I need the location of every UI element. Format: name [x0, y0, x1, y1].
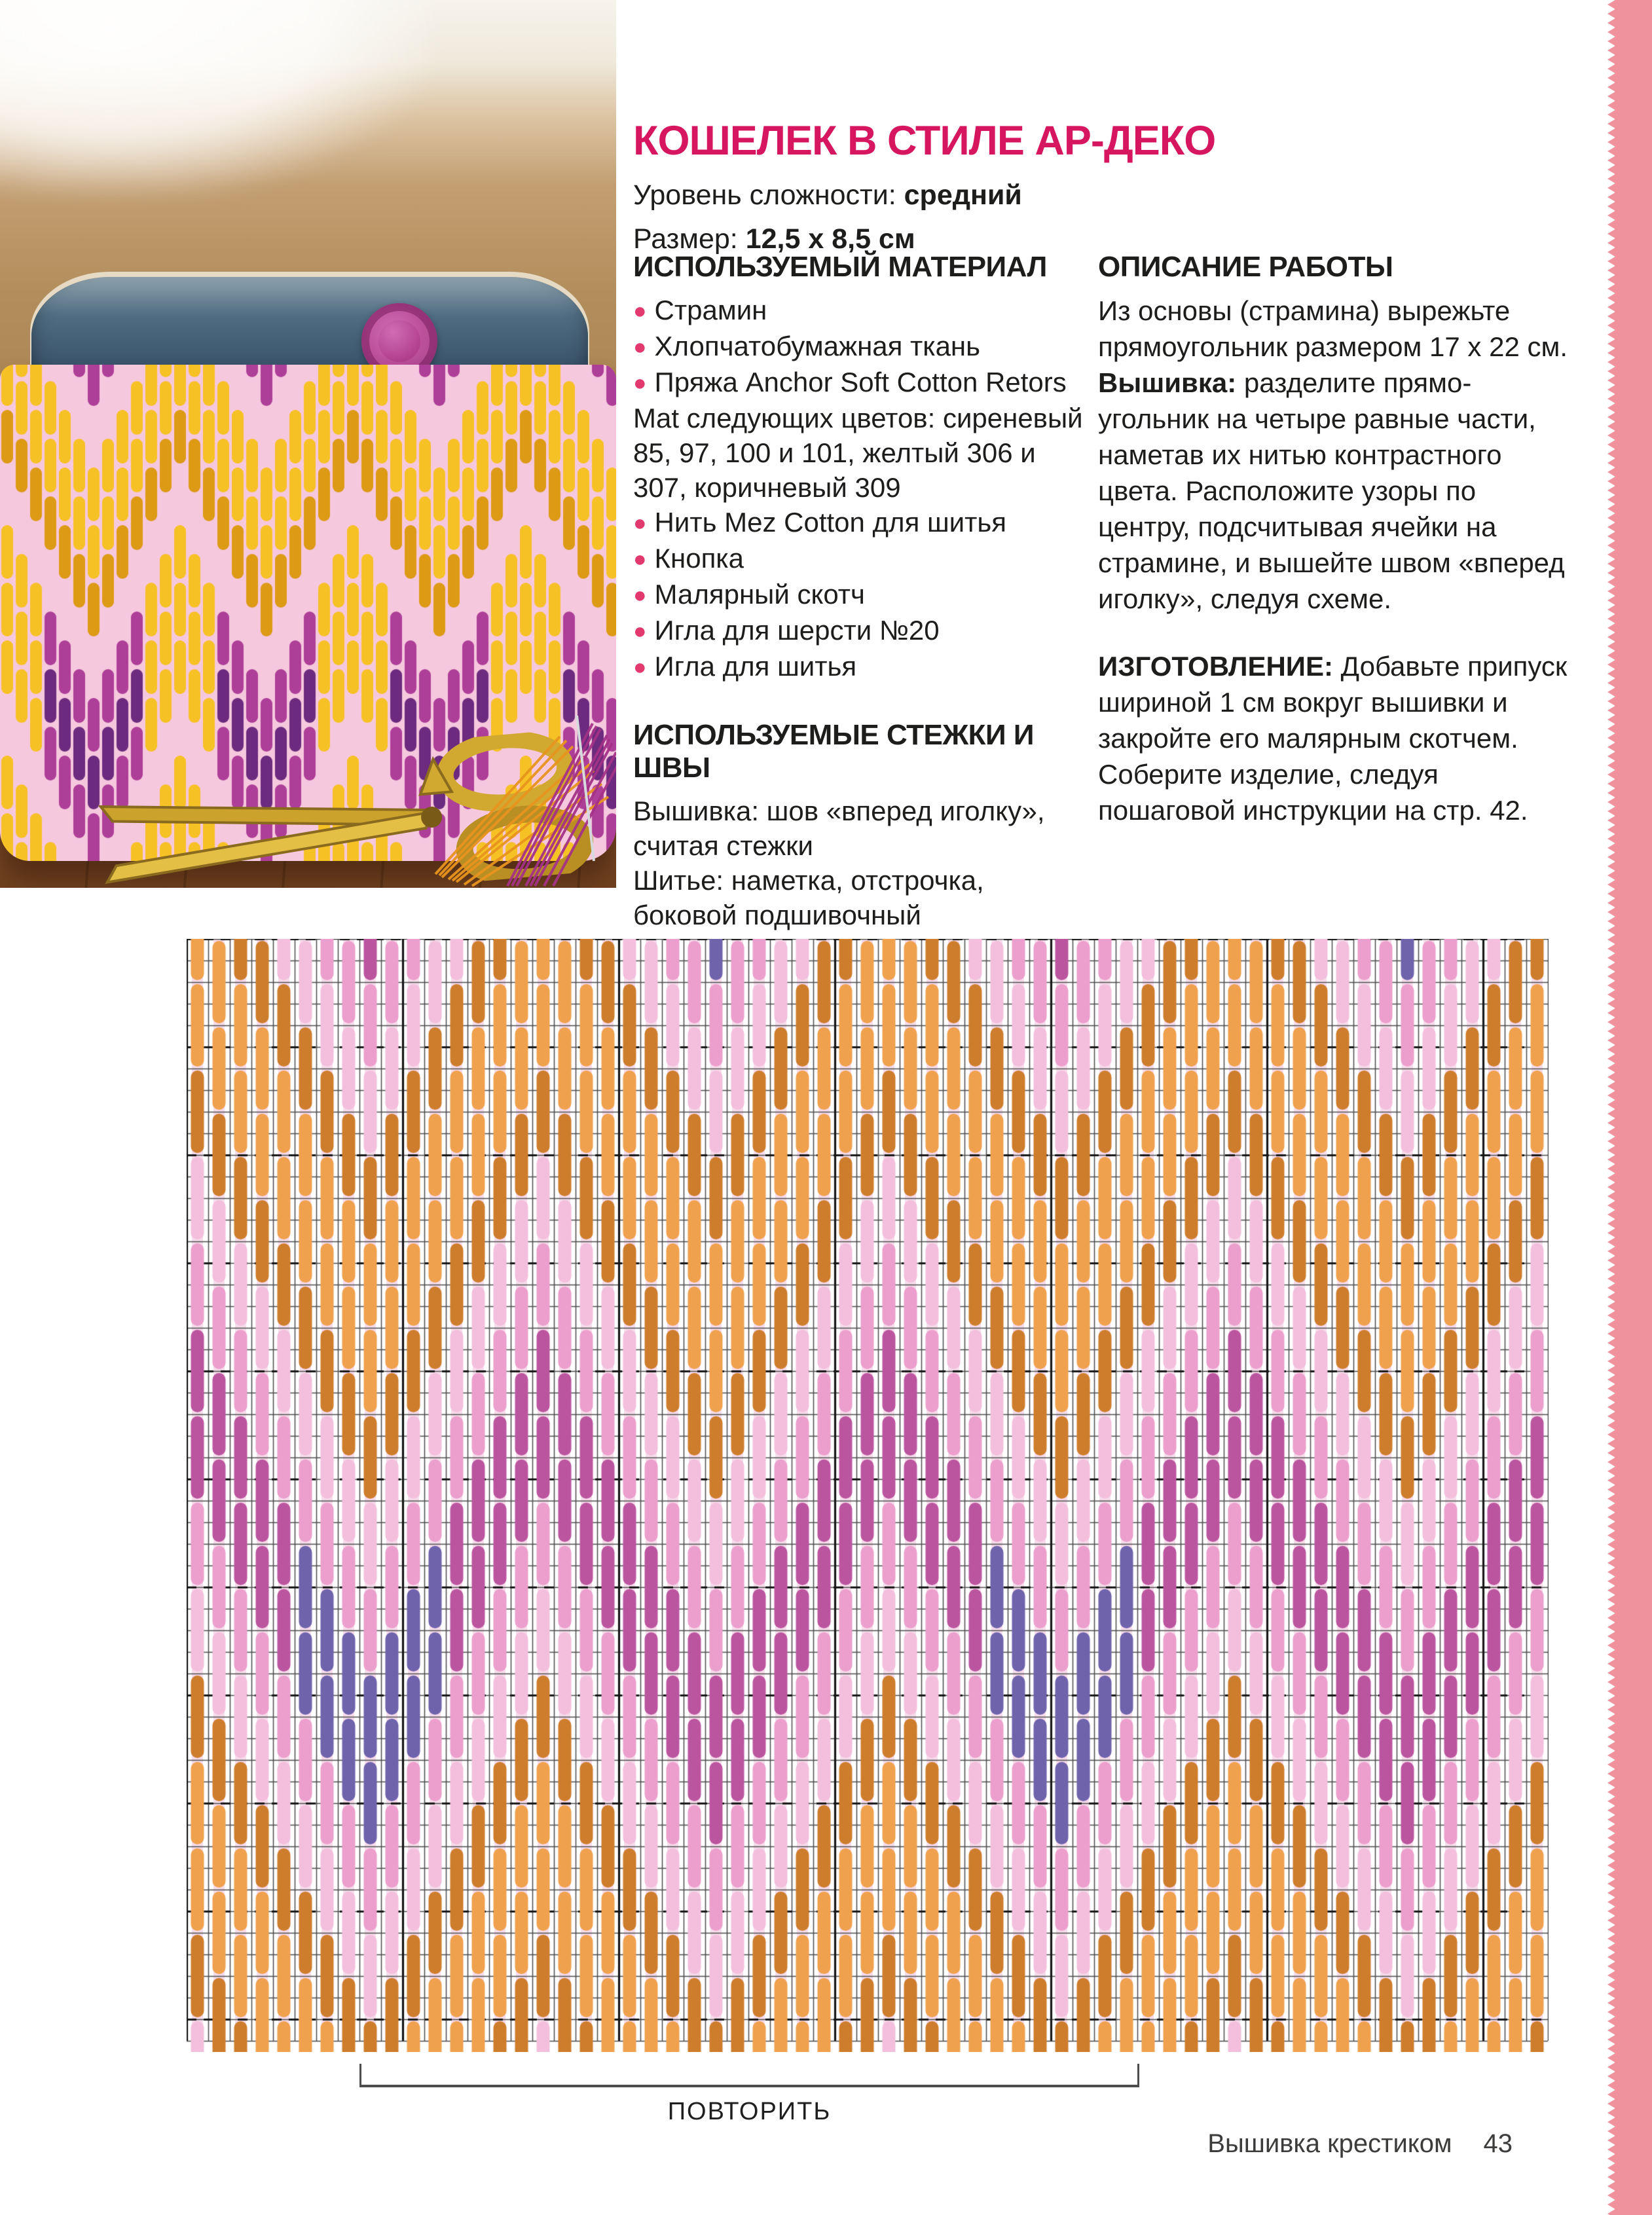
list-item-label: Игла для шерсти №20 [654, 615, 940, 646]
list-item-label: Кнопка [654, 543, 744, 574]
assembly-paragraph [1098, 648, 1568, 828]
footer-magazine: Вышивка крестиком [1207, 2129, 1452, 2158]
description-paragraph [1098, 293, 1568, 617]
paragraph-gap [1098, 617, 1568, 648]
page-title: КОШЕЛЕК В СТИЛЕ АР-ДЕКО [633, 118, 1216, 164]
page-footer [1207, 2129, 1513, 2159]
size-label: Размер: [633, 223, 738, 255]
list-item [633, 649, 1088, 685]
assembly-label: ИЗГОТОВЛЕНИЕ: [1098, 651, 1333, 682]
materials-list [633, 293, 1088, 685]
project-photo [0, 0, 616, 888]
description-heading: ОПИСАНИЕ РАБОТЫ [1098, 251, 1393, 283]
deckle-edge [1606, 0, 1615, 2215]
bargello-stitch-chart [187, 939, 1549, 2052]
footer-page-number: 43 [1483, 2129, 1513, 2158]
bullet-icon: ● [633, 335, 647, 359]
bullet-icon: ● [633, 511, 647, 536]
list-item [633, 577, 1088, 613]
list-item [633, 329, 1088, 365]
repeat-bracket [359, 2064, 1139, 2087]
description-intro: Из основы (страмина) вырежьте прямоугольник размером 17 х 22 см. [1098, 295, 1568, 362]
thread-bundle [429, 710, 616, 888]
header [633, 118, 1216, 257]
list-item [633, 505, 1088, 541]
bullet-icon: ● [633, 371, 647, 395]
bullet-icon: ● [633, 583, 647, 608]
stitches-line-embroidery: Вышивка: шов «вперед иголку», считая стежки [633, 796, 1045, 861]
difficulty-label: Уровень сложности: [633, 179, 896, 211]
list-item-label: Игла для шитья [654, 651, 857, 682]
difficulty-value: средний [904, 179, 1022, 211]
size-value: 12,5 x 8,5 см [745, 223, 915, 255]
bullet-icon: ● [633, 547, 647, 572]
bullet-icon: ● [633, 299, 647, 323]
list-item-label: Малярный скотч [654, 579, 865, 610]
difficulty-line [633, 178, 1105, 213]
embroidery-text: разделите прямоугольник на четыре равные части, наметав их нитью контрастного цвета. Расположите узоры по центру, подсчитывая ячейки на страмине, и вышейте швом «вперед иголку», следуя схеме. [1098, 367, 1565, 614]
list-item-label: Страмин [654, 295, 767, 325]
list-item [633, 613, 1088, 649]
list-item [633, 541, 1088, 577]
stitches-line-sewing: Шитье: наметка, отстрочка, боковой подшивочный [633, 865, 984, 930]
list-item [633, 365, 1088, 505]
page-edge-stripe [1606, 0, 1652, 2215]
materials-column [633, 251, 1088, 932]
materials-heading: ИСПОЛЬЗУЕМЫЙ МАТЕРИАЛ [633, 251, 1047, 283]
repeat-label: ПОВТОРИТЬ [667, 2098, 832, 2125]
list-item-label: Хлопчатобумажная ткань [654, 331, 981, 361]
list-item-label: Пряжа Anchor Soft Cotton Retors Mat следующих цветов: сиреневый 85, 97, 100 и 101, желтый 306 и 307, коричневый 309 [633, 367, 1083, 503]
list-item-label: Нить Mez Cotton для шитья [654, 507, 1006, 538]
stitches-heading: ИСПОЛЬЗУЕМЫЕ СТЕЖКИ И ШВЫ [633, 719, 1034, 784]
photo-highlight [0, 0, 432, 196]
embroidery-label: Вышивка: [1098, 367, 1237, 398]
assembly-text: Добавьте припуск шириной 1 см вокруг вышивки и закройте его малярным скотчем. Соберите изделие, следуя пошаговой инструкции на стр. 42. [1098, 651, 1568, 826]
description-column [1098, 251, 1568, 828]
bullet-icon: ● [633, 619, 647, 644]
bullet-icon: ● [633, 655, 647, 680]
list-item [633, 293, 1088, 329]
